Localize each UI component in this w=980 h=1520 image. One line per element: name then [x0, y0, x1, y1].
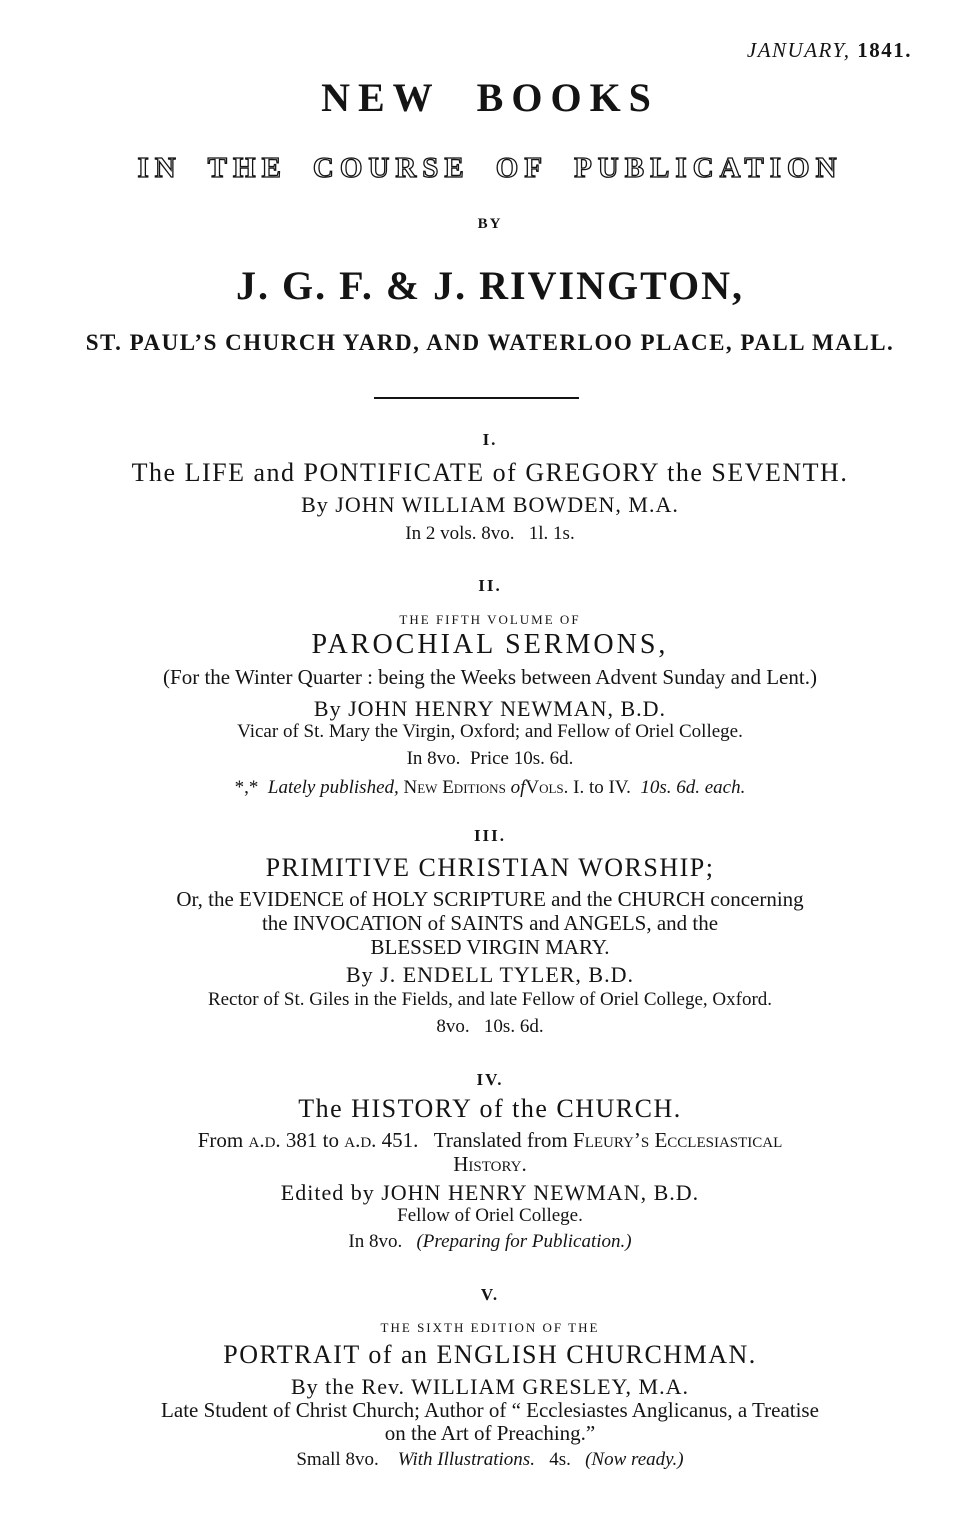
entry-prefix: THE SIXTH EDITION OF THE — [380, 1320, 600, 1335]
source-translated: Translated from — [433, 1128, 568, 1152]
divider-rule — [374, 397, 579, 399]
entry-numeral: I. — [482, 430, 498, 449]
entry-title: PRIMITIVE CHRISTIAN WORSHIP; — [265, 853, 715, 882]
entry-format-price — [0, 1016, 980, 1038]
entry-title: The LIFE and PONTIFICATE of GREGORY the SEVENTH. — [131, 458, 849, 487]
source-year-1: 381 to — [285, 1128, 339, 1152]
entry-author: By J. ENDELL TYLER, B.D. — [346, 962, 634, 987]
entry-price: 1l. 1s. — [528, 523, 575, 544]
entry-subtitle: (For the Winter Quarter : being the Weeks between Advent Sunday and Lent.) — [163, 665, 817, 689]
entry-format: In 8vo. — [348, 1231, 403, 1252]
title-word-new: NEW — [321, 75, 441, 120]
entry-title: PORTRAIT of an ENGLISH CHURCHMAN. — [223, 1340, 757, 1369]
entry-format: In 2 vols. 8vo. — [405, 523, 515, 544]
entry-affiliation: Vicar of St. Mary the Virgin, Oxford; and Fellow of Oriel College. — [237, 721, 743, 742]
note-lately: Lately published, — [267, 777, 399, 798]
entry-editor: Edited by JOHN HENRY NEWMAN, B.D. — [280, 1180, 700, 1205]
source-ad-1: a.d. — [248, 1128, 281, 1152]
entry-format: In 8vo. — [406, 748, 461, 769]
source-year-2: 451. — [381, 1128, 419, 1152]
sub-word-of: OF — [495, 152, 549, 184]
entry-format-price — [0, 748, 980, 770]
by-label: BY — [477, 216, 503, 232]
sub-word-in: IN — [137, 152, 182, 184]
note-of: of — [510, 777, 526, 798]
page-title — [0, 74, 980, 121]
sub-word-publication: PUBLICATION — [574, 152, 843, 184]
entry-format: 8vo. — [436, 1016, 470, 1037]
source-fleury: Fleury’s Ecclesiastical — [573, 1128, 783, 1152]
note-new-editions: New Editions — [403, 777, 506, 798]
entry-subtitle-line-1: Or, the EVIDENCE of HOLY SCRIPTURE and the CHURCH concerning — [176, 887, 804, 911]
entry-format-price — [0, 523, 980, 545]
issue-date — [747, 38, 912, 63]
entry-format-status — [0, 1231, 980, 1253]
entry-price-label: Price — [469, 748, 509, 769]
source-ad-2: a.d. — [344, 1128, 377, 1152]
publisher-name: J. G. F. & J. RIVINGTON, — [235, 263, 745, 308]
entry-affiliation-line-1: Late Student of Christ Church; Author of “ Ecclesiastes Anglicanus, a Treatise — [161, 1398, 819, 1422]
sub-word-the: THE — [207, 152, 287, 184]
issue-year: 1841. — [857, 38, 912, 62]
entry-subtitle-line-2: the INVOCATION of SAINTS and ANGELS, and the — [261, 911, 719, 935]
entry-numeral: IV. — [476, 1070, 504, 1089]
entry-affiliation-line-2: on the Art of Preaching.” — [384, 1421, 596, 1445]
entry-status: (Now ready.) — [585, 1449, 684, 1470]
entry-title: The HISTORY of the CHURCH. — [298, 1094, 682, 1123]
publisher-address: ST. PAUL’S CHURCH YARD, AND WATERLOO PLACE, PALL MALL. — [85, 330, 895, 355]
asterism-icon: *,* — [234, 777, 259, 798]
entry-title: PAROCHIAL SERMONS, — [311, 629, 669, 660]
entry-format-status — [0, 1449, 980, 1471]
entry-numeral: III. — [473, 826, 507, 845]
entry-author: By the Rev. WILLIAM GRESLEY, M.A. — [290, 1374, 690, 1399]
sub-word-course: COURSE — [312, 152, 470, 184]
note-vols: Vols. — [525, 777, 569, 798]
source-from: From — [197, 1128, 244, 1152]
entry-illustrations: With Illustrations. — [397, 1449, 535, 1470]
entry-note — [0, 777, 980, 799]
title-word-books: BOOKS — [476, 75, 659, 120]
entry-affiliation: Rector of St. Giles in the Fields, and late Fellow of Oriel College, Oxford. — [207, 989, 773, 1010]
entry-author: By JOHN HENRY NEWMAN, B.D. — [313, 696, 667, 721]
entry-format: Small 8vo. — [296, 1449, 379, 1470]
entry-price: 10s. 6d. — [513, 748, 574, 769]
entry-numeral: II. — [478, 576, 502, 595]
entry-numeral: V. — [480, 1285, 500, 1304]
entry-prefix: THE FIFTH VOLUME OF — [399, 612, 581, 627]
entry-source-history: History. — [453, 1152, 527, 1176]
issue-month: JANUARY, — [746, 38, 851, 62]
subtitle-in-course-of-publication — [0, 152, 980, 185]
entry-source — [0, 1128, 980, 1153]
note-price: 10s. 6d. each. — [640, 777, 746, 798]
entry-author: By JOHN WILLIAM BOWDEN, M.A. — [301, 492, 679, 517]
note-range: I. to IV. — [573, 777, 631, 798]
entry-price: 10s. 6d. — [483, 1016, 544, 1037]
entry-affiliation: Fellow of Oriel College. — [397, 1205, 583, 1226]
entry-status: (Preparing for Publication.) — [416, 1231, 632, 1252]
entry-subtitle-line-3: BLESSED VIRGIN MARY. — [370, 935, 610, 959]
entry-price: 4s. — [549, 1449, 571, 1470]
